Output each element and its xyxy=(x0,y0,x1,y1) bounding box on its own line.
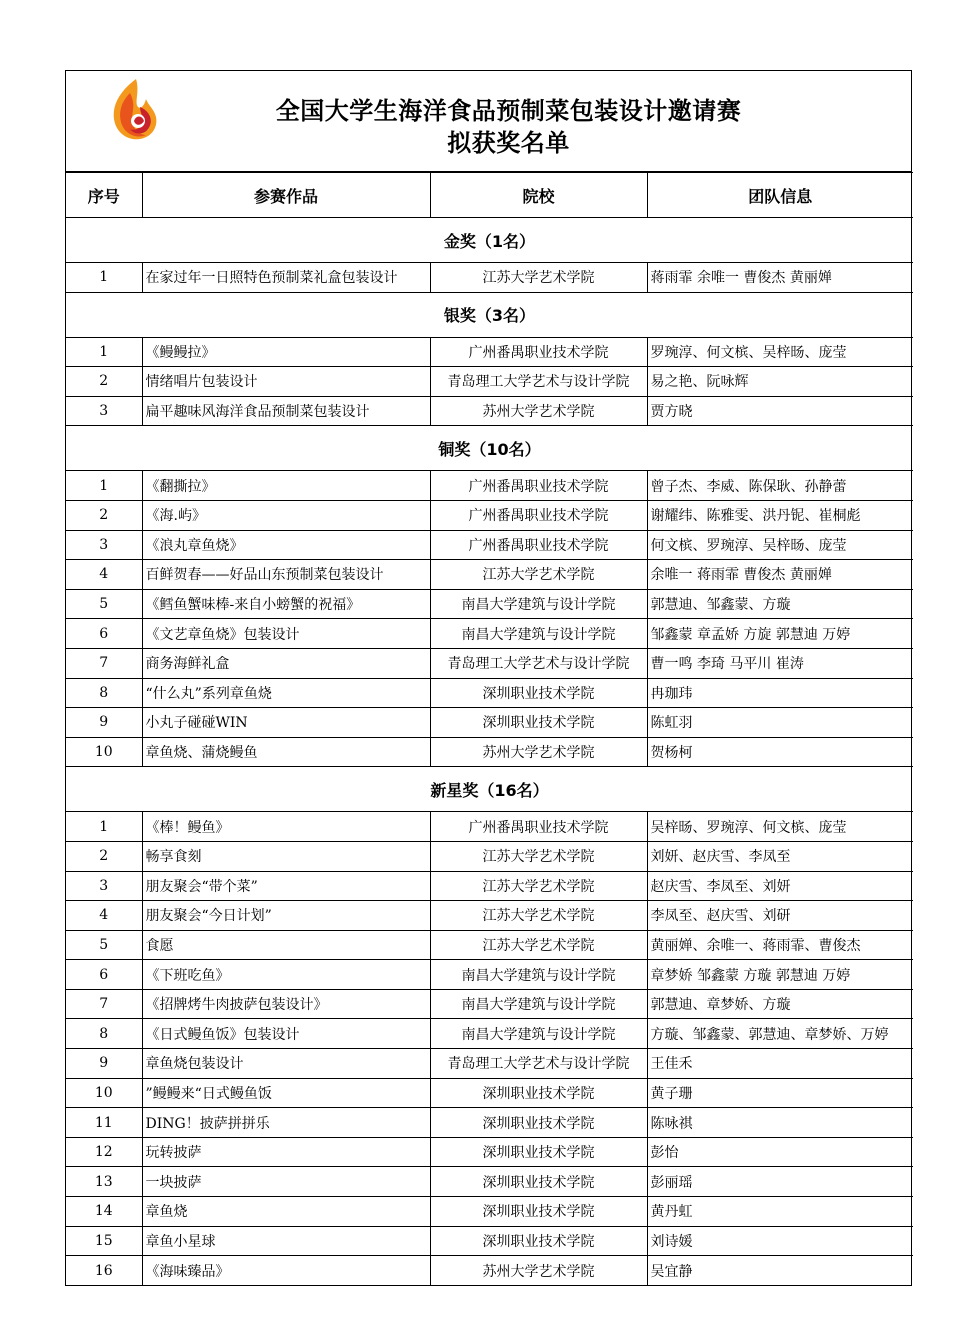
cell-school: 深圳职业技术学院 xyxy=(430,1226,647,1256)
award-table xyxy=(66,172,913,1285)
cell-team: 吴梓旸、罗琬淳、何文槟、庞莹 xyxy=(647,812,913,842)
cell-work: 《下班吃鱼》 xyxy=(142,960,430,990)
cell-team: 余唯一 蒋雨霏 曹俊杰 黄丽婵 xyxy=(647,560,913,590)
cell-index: 8 xyxy=(66,1019,142,1049)
table-row xyxy=(66,1108,913,1138)
cell-school: 深圳职业技术学院 xyxy=(430,678,647,708)
cell-work: 朋友聚会“今日计划” xyxy=(142,901,430,931)
cell-team: 郭慧迪、章梦娇、方璇 xyxy=(647,989,913,1019)
cell-index: 16 xyxy=(66,1256,142,1285)
section-header-row xyxy=(66,292,913,337)
table-row xyxy=(66,871,913,901)
cell-index: 5 xyxy=(66,930,142,960)
table-row xyxy=(66,841,913,871)
cell-school: 南昌大学建筑与设计学院 xyxy=(430,1019,647,1049)
page-title: 全国大学生海洋食品预制菜包装设计邀请赛 xyxy=(275,97,742,125)
cell-index: 2 xyxy=(66,367,142,397)
cell-team: 郭慧迪、邹鑫蒙、方璇 xyxy=(647,589,913,619)
cell-team: 蒋雨霏 余唯一 曹俊杰 黄丽婵 xyxy=(647,263,913,293)
cell-work: 百鲜贺春——好品山东预制菜包装设计 xyxy=(142,560,430,590)
table-row xyxy=(66,263,913,293)
table-row xyxy=(66,500,913,530)
cell-team: 冉珈玮 xyxy=(647,678,913,708)
table-row xyxy=(66,619,913,649)
cell-team: 章梦娇 邹鑫蒙 方璇 郭慧迪 万婷 xyxy=(647,960,913,990)
table-row xyxy=(66,1167,913,1197)
cell-school: 广州番禺职业技术学院 xyxy=(430,812,647,842)
cell-work: 《招牌烤牛肉披萨包装设计》 xyxy=(142,989,430,1019)
cell-team: 刘妍、赵庆雪、李凤至 xyxy=(647,841,913,871)
cell-school: 深圳职业技术学院 xyxy=(430,1108,647,1138)
cell-school: 南昌大学建筑与设计学院 xyxy=(430,989,647,1019)
table-row xyxy=(66,930,913,960)
cell-team: 吴宜静 xyxy=(647,1256,913,1285)
cell-work: 一块披萨 xyxy=(142,1167,430,1197)
table-row xyxy=(66,812,913,842)
col-header-idx: 序号 xyxy=(66,173,142,218)
cell-index: 12 xyxy=(66,1137,142,1167)
cell-index: 1 xyxy=(66,471,142,501)
cell-work: 《海.屿》 xyxy=(142,500,430,530)
cell-school: 深圳职业技术学院 xyxy=(430,1197,647,1227)
cell-school: 深圳职业技术学院 xyxy=(430,1137,647,1167)
cell-school: 广州番禺职业技术学院 xyxy=(430,530,647,560)
cell-index: 3 xyxy=(66,871,142,901)
table-row xyxy=(66,1049,913,1079)
table-row xyxy=(66,560,913,590)
cell-school: 广州番禺职业技术学院 xyxy=(430,500,647,530)
cell-index: 8 xyxy=(66,678,142,708)
cell-school: 青岛理工大学艺术与设计学院 xyxy=(430,367,647,397)
cell-school: 青岛理工大学艺术与设计学院 xyxy=(430,648,647,678)
cell-index: 10 xyxy=(66,1078,142,1108)
section-header-row xyxy=(66,767,913,812)
cell-index: 11 xyxy=(66,1108,142,1138)
cell-index: 2 xyxy=(66,500,142,530)
title-block xyxy=(66,71,911,172)
cell-index: 6 xyxy=(66,619,142,649)
table-row xyxy=(66,901,913,931)
section-title: 铜奖（10名） xyxy=(66,426,913,471)
cell-work: 《日式鳗鱼饭》包装设计 xyxy=(142,1019,430,1049)
cell-index: 1 xyxy=(66,263,142,293)
section-header-row xyxy=(66,218,913,263)
cell-school: 南昌大学建筑与设计学院 xyxy=(430,619,647,649)
cell-work: 章鱼小星球 xyxy=(142,1226,430,1256)
cell-school: 苏州大学艺术学院 xyxy=(430,737,647,767)
cell-work: 小丸子碰碰WIN xyxy=(142,708,430,738)
table-row xyxy=(66,337,913,367)
cell-index: 1 xyxy=(66,337,142,367)
cell-school: 江苏大学艺术学院 xyxy=(430,841,647,871)
cell-school: 江苏大学艺术学院 xyxy=(430,871,647,901)
cell-team: 谢耀纬、陈雅雯、洪丹铌、崔桐彪 xyxy=(647,500,913,530)
table-row xyxy=(66,589,913,619)
cell-team: 曹一鸣 李琦 马平川 崔涛 xyxy=(647,648,913,678)
award-table-body xyxy=(66,218,913,1285)
cell-school: 苏州大学艺术学院 xyxy=(430,396,647,426)
cell-work: ”鳗鳗来“日式鳗鱼饭 xyxy=(142,1078,430,1108)
table-row xyxy=(66,1256,913,1285)
table-row xyxy=(66,1226,913,1256)
cell-team: 罗琬淳、何文槟、吴梓旸、庞莹 xyxy=(647,337,913,367)
cell-work: 《海味臻品》 xyxy=(142,1256,430,1285)
col-header-school: 院校 xyxy=(430,173,647,218)
cell-team: 方璇、邹鑫蒙、郭慧迪、章梦娇、万婷 xyxy=(647,1019,913,1049)
cell-index: 3 xyxy=(66,530,142,560)
cell-school: 江苏大学艺术学院 xyxy=(430,263,647,293)
cell-team: 陈咏祺 xyxy=(647,1108,913,1138)
cell-team: 彭丽瑶 xyxy=(647,1167,913,1197)
cell-index: 3 xyxy=(66,396,142,426)
cell-school: 广州番禺职业技术学院 xyxy=(430,471,647,501)
table-row xyxy=(66,1019,913,1049)
cell-index: 6 xyxy=(66,960,142,990)
cell-index: 15 xyxy=(66,1226,142,1256)
table-row xyxy=(66,960,913,990)
cell-work: 食愿 xyxy=(142,930,430,960)
table-row xyxy=(66,648,913,678)
cell-index: 1 xyxy=(66,812,142,842)
section-header-row xyxy=(66,426,913,471)
cell-index: 10 xyxy=(66,737,142,767)
table-row xyxy=(66,989,913,1019)
cell-team: 彭怡 xyxy=(647,1137,913,1167)
cell-work: 扁平趣味风海洋食品预制菜包装设计 xyxy=(142,396,430,426)
cell-index: 2 xyxy=(66,841,142,871)
cell-work: 商务海鲜礼盒 xyxy=(142,648,430,678)
cell-school: 深圳职业技术学院 xyxy=(430,708,647,738)
cell-index: 4 xyxy=(66,901,142,931)
cell-school: 青岛理工大学艺术与设计学院 xyxy=(430,1049,647,1079)
table-row xyxy=(66,1137,913,1167)
cell-work: 情绪唱片包装设计 xyxy=(142,367,430,397)
cell-work: 《文艺章鱼烧》包装设计 xyxy=(142,619,430,649)
cell-index: 7 xyxy=(66,648,142,678)
col-header-team: 团队信息 xyxy=(647,173,913,218)
table-row xyxy=(66,530,913,560)
cell-team: 黄丽婵、余唯一、蒋雨霏、曹俊杰 xyxy=(647,930,913,960)
section-title: 新星奖（16名） xyxy=(66,767,913,812)
cell-work: 章鱼烧包装设计 xyxy=(142,1049,430,1079)
cell-index: 5 xyxy=(66,589,142,619)
cell-school: 深圳职业技术学院 xyxy=(430,1078,647,1108)
table-row xyxy=(66,737,913,767)
table-row xyxy=(66,471,913,501)
cell-work: 《鳗鳗拉》 xyxy=(142,337,430,367)
header-row xyxy=(66,173,913,218)
cell-team: 黄丹虹 xyxy=(647,1197,913,1227)
cell-team: 邹鑫蒙 章孟娇 方旋 郭慧迪 万婷 xyxy=(647,619,913,649)
cell-school: 深圳职业技术学院 xyxy=(430,1167,647,1197)
cell-school: 苏州大学艺术学院 xyxy=(430,1256,647,1285)
cell-index: 14 xyxy=(66,1197,142,1227)
cell-team: 李凤至、赵庆雪、刘研 xyxy=(647,901,913,931)
cell-school: 江苏大学艺术学院 xyxy=(430,930,647,960)
cell-work: 朋友聚会“带个菜” xyxy=(142,871,430,901)
cell-index: 13 xyxy=(66,1167,142,1197)
cell-team: 陈虹羽 xyxy=(647,708,913,738)
cell-work: 畅享食刻 xyxy=(142,841,430,871)
cell-team: 何文槟、罗琬淳、吴梓旸、庞莹 xyxy=(647,530,913,560)
cell-index: 7 xyxy=(66,989,142,1019)
cell-team: 贺杨柯 xyxy=(647,737,913,767)
cell-work: 章鱼烧 xyxy=(142,1197,430,1227)
cell-school: 江苏大学艺术学院 xyxy=(430,901,647,931)
cell-team: 黄子珊 xyxy=(647,1078,913,1108)
page-subtitle: 拟获奖名单 xyxy=(447,129,570,157)
table-row xyxy=(66,1197,913,1227)
cell-index: 4 xyxy=(66,560,142,590)
cell-work: 章鱼烧、蒲烧鳗鱼 xyxy=(142,737,430,767)
table-row xyxy=(66,367,913,397)
cell-school: 南昌大学建筑与设计学院 xyxy=(430,589,647,619)
award-list-sheet xyxy=(65,70,912,1286)
cell-work: 《鳕鱼蟹味棒-来自小螃蟹的祝福》 xyxy=(142,589,430,619)
cell-work: 《浪丸章鱼烧》 xyxy=(142,530,430,560)
cell-index: 9 xyxy=(66,708,142,738)
cell-school: 江苏大学艺术学院 xyxy=(430,560,647,590)
cell-school: 南昌大学建筑与设计学院 xyxy=(430,960,647,990)
cell-school: 广州番禺职业技术学院 xyxy=(430,337,647,367)
cell-work: 在家过年一日照特色预制菜礼盒包装设计 xyxy=(142,263,430,293)
cell-index: 9 xyxy=(66,1049,142,1079)
cell-team: 贾方晓 xyxy=(647,396,913,426)
table-row xyxy=(66,396,913,426)
cell-team: 赵庆雪、李凤至、刘妍 xyxy=(647,871,913,901)
cell-work: “什么丸”系列章鱼烧 xyxy=(142,678,430,708)
section-title: 金奖（1名） xyxy=(66,218,913,263)
cell-team: 曾子杰、李威、陈保耿、孙静蕾 xyxy=(647,471,913,501)
table-row xyxy=(66,678,913,708)
cell-work: 《棒！鳗鱼》 xyxy=(142,812,430,842)
table-row xyxy=(66,1078,913,1108)
cell-team: 易之艳、阮咏辉 xyxy=(647,367,913,397)
cell-work: 《翻撕拉》 xyxy=(142,471,430,501)
table-row xyxy=(66,708,913,738)
section-title: 银奖（3名） xyxy=(66,292,913,337)
cell-team: 王佳禾 xyxy=(647,1049,913,1079)
cell-team: 刘诗媛 xyxy=(647,1226,913,1256)
cell-work: DING！披萨拼拼乐 xyxy=(142,1108,430,1138)
col-header-work: 参赛作品 xyxy=(142,173,430,218)
cell-work: 玩转披萨 xyxy=(142,1137,430,1167)
